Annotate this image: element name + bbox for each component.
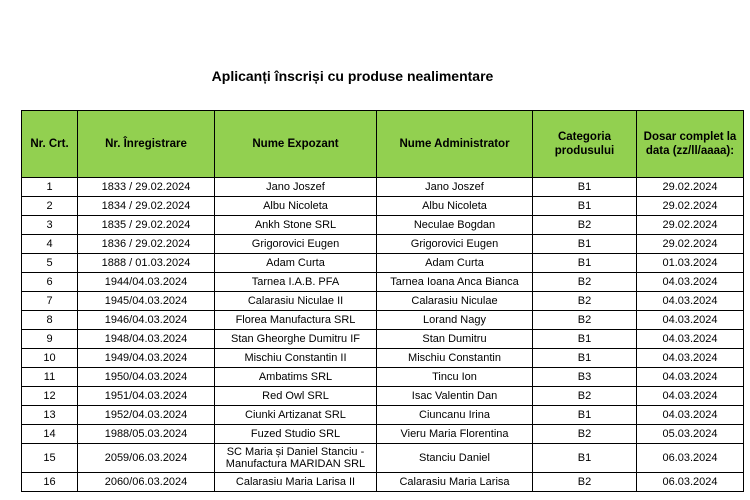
cell-exhibitor: Red Owl SRL <box>215 387 377 406</box>
cell-date: 04.03.2024 <box>637 406 744 425</box>
cell-administrator: Vieru Maria Florentina <box>377 425 533 444</box>
cell-date: 29.02.2024 <box>637 197 744 216</box>
header-nr: Nr. Crt. <box>22 111 78 178</box>
cell-category: B1 <box>533 197 637 216</box>
cell-registration: 1836 / 29.02.2024 <box>78 235 215 254</box>
cell-nr: 7 <box>22 292 78 311</box>
cell-nr: 13 <box>22 406 78 425</box>
table-row <box>22 444 744 473</box>
table-row <box>22 368 744 387</box>
cell-date: 04.03.2024 <box>637 349 744 368</box>
applicants-table <box>21 110 744 492</box>
cell-date: 06.03.2024 <box>637 444 744 473</box>
cell-date: 04.03.2024 <box>637 368 744 387</box>
cell-nr: 14 <box>22 425 78 444</box>
table-row <box>22 311 744 330</box>
table-row <box>22 406 744 425</box>
cell-administrator: Stanciu Daniel <box>377 444 533 473</box>
cell-nr: 10 <box>22 349 78 368</box>
cell-date: 01.03.2024 <box>637 254 744 273</box>
table-row <box>22 216 744 235</box>
cell-nr: 3 <box>22 216 78 235</box>
cell-nr: 4 <box>22 235 78 254</box>
page-title: Aplicanți înscriși cu produse nealimentare <box>211 68 494 84</box>
cell-nr: 16 <box>22 473 78 492</box>
cell-administrator: Ciuncanu Irina <box>377 406 533 425</box>
header-category: Categoria produsului <box>533 111 637 178</box>
cell-administrator: Albu Nicoleta <box>377 197 533 216</box>
cell-category: B1 <box>533 349 637 368</box>
header-exhibitor: Nume Expozant <box>215 111 377 178</box>
cell-nr: 2 <box>22 197 78 216</box>
cell-category: B1 <box>533 235 637 254</box>
cell-exhibitor: Mischiu Constantin II <box>215 349 377 368</box>
cell-date: 04.03.2024 <box>637 330 744 349</box>
cell-registration: 1952/04.03.2024 <box>78 406 215 425</box>
cell-nr: 8 <box>22 311 78 330</box>
cell-exhibitor: Tarnea I.A.B. PFA <box>215 273 377 292</box>
cell-exhibitor: Stan Gheorghe Dumitru IF <box>215 330 377 349</box>
cell-registration: 1834 / 29.02.2024 <box>78 197 215 216</box>
cell-nr: 9 <box>22 330 78 349</box>
cell-category: B1 <box>533 444 637 473</box>
cell-registration: 1949/04.03.2024 <box>78 349 215 368</box>
cell-exhibitor: Florea Manufactura SRL <box>215 311 377 330</box>
cell-administrator: Calarasiu Maria Larisa <box>377 473 533 492</box>
cell-date: 04.03.2024 <box>637 292 744 311</box>
cell-exhibitor: Ciunki Artizanat SRL <box>215 406 377 425</box>
cell-administrator: Tincu Ion <box>377 368 533 387</box>
cell-registration: 1950/04.03.2024 <box>78 368 215 387</box>
cell-exhibitor: Calarasiu Niculae II <box>215 292 377 311</box>
cell-category: B2 <box>533 387 637 406</box>
table-row <box>22 235 744 254</box>
cell-nr: 1 <box>22 178 78 197</box>
cell-category: B1 <box>533 406 637 425</box>
cell-registration: 1944/04.03.2024 <box>78 273 215 292</box>
header-date: Dosar complet la data (zz/ll/aaaa): <box>637 111 744 178</box>
cell-administrator: Stan Dumitru <box>377 330 533 349</box>
cell-exhibitor: Adam Curta <box>215 254 377 273</box>
table-row <box>22 197 744 216</box>
cell-exhibitor: Albu Nicoleta <box>215 197 377 216</box>
header-administrator: Nume Administrator <box>377 111 533 178</box>
cell-administrator: Calarasiu Niculae <box>377 292 533 311</box>
cell-category: B2 <box>533 425 637 444</box>
cell-administrator: Isac Valentin Dan <box>377 387 533 406</box>
cell-registration: 1948/04.03.2024 <box>78 330 215 349</box>
cell-administrator: Neculae Bogdan <box>377 216 533 235</box>
cell-category: B1 <box>533 254 637 273</box>
table-row <box>22 254 744 273</box>
cell-date: 04.03.2024 <box>637 273 744 292</box>
cell-administrator: Lorand Nagy <box>377 311 533 330</box>
table-row <box>22 178 744 197</box>
cell-registration: 1946/04.03.2024 <box>78 311 215 330</box>
cell-exhibitor: Grigorovici Eugen <box>215 235 377 254</box>
cell-administrator: Tarnea Ioana Anca Bianca <box>377 273 533 292</box>
cell-administrator: Grigorovici Eugen <box>377 235 533 254</box>
cell-category: B3 <box>533 368 637 387</box>
header-registration: Nr. Înregistrare <box>78 111 215 178</box>
cell-registration: 1833 / 29.02.2024 <box>78 178 215 197</box>
table-row <box>22 349 744 368</box>
cell-nr: 15 <box>22 444 78 473</box>
cell-nr: 12 <box>22 387 78 406</box>
cell-category: B2 <box>533 473 637 492</box>
cell-administrator: Mischiu Constantin <box>377 349 533 368</box>
table-row <box>22 425 744 444</box>
cell-date: 04.03.2024 <box>637 311 744 330</box>
cell-administrator: Jano Joszef <box>377 178 533 197</box>
cell-date: 06.03.2024 <box>637 473 744 492</box>
cell-registration: 1835 / 29.02.2024 <box>78 216 215 235</box>
table-row <box>22 330 744 349</box>
cell-date: 29.02.2024 <box>637 216 744 235</box>
cell-registration: 1988/05.03.2024 <box>78 425 215 444</box>
cell-registration: 1888 / 01.03.2024 <box>78 254 215 273</box>
table-row <box>22 292 744 311</box>
cell-date: 05.03.2024 <box>637 425 744 444</box>
cell-date: 29.02.2024 <box>637 178 744 197</box>
table-row <box>22 473 744 492</box>
cell-administrator: Adam Curta <box>377 254 533 273</box>
cell-exhibitor: Calarasiu Maria Larisa II <box>215 473 377 492</box>
cell-category: B2 <box>533 273 637 292</box>
cell-category: B1 <box>533 178 637 197</box>
cell-date: 04.03.2024 <box>637 387 744 406</box>
cell-exhibitor: Jano Joszef <box>215 178 377 197</box>
cell-registration: 2059/06.03.2024 <box>78 444 215 473</box>
table-row <box>22 273 744 292</box>
cell-category: B1 <box>533 330 637 349</box>
cell-nr: 6 <box>22 273 78 292</box>
cell-exhibitor: Ambatims SRL <box>215 368 377 387</box>
cell-registration: 1951/04.03.2024 <box>78 387 215 406</box>
cell-registration: 1945/04.03.2024 <box>78 292 215 311</box>
table-row <box>22 387 744 406</box>
cell-registration: 2060/06.03.2024 <box>78 473 215 492</box>
cell-date: 29.02.2024 <box>637 235 744 254</box>
table-header-row <box>22 111 744 178</box>
cell-exhibitor: SC Maria și Daniel Stanciu - Manufactura MARIDAN SRL <box>215 444 377 473</box>
cell-category: B2 <box>533 292 637 311</box>
cell-category: B2 <box>533 311 637 330</box>
cell-nr: 11 <box>22 368 78 387</box>
cell-exhibitor: Fuzed Studio SRL <box>215 425 377 444</box>
cell-exhibitor: Ankh Stone SRL <box>215 216 377 235</box>
table-body <box>22 178 744 492</box>
cell-category: B2 <box>533 216 637 235</box>
cell-nr: 5 <box>22 254 78 273</box>
